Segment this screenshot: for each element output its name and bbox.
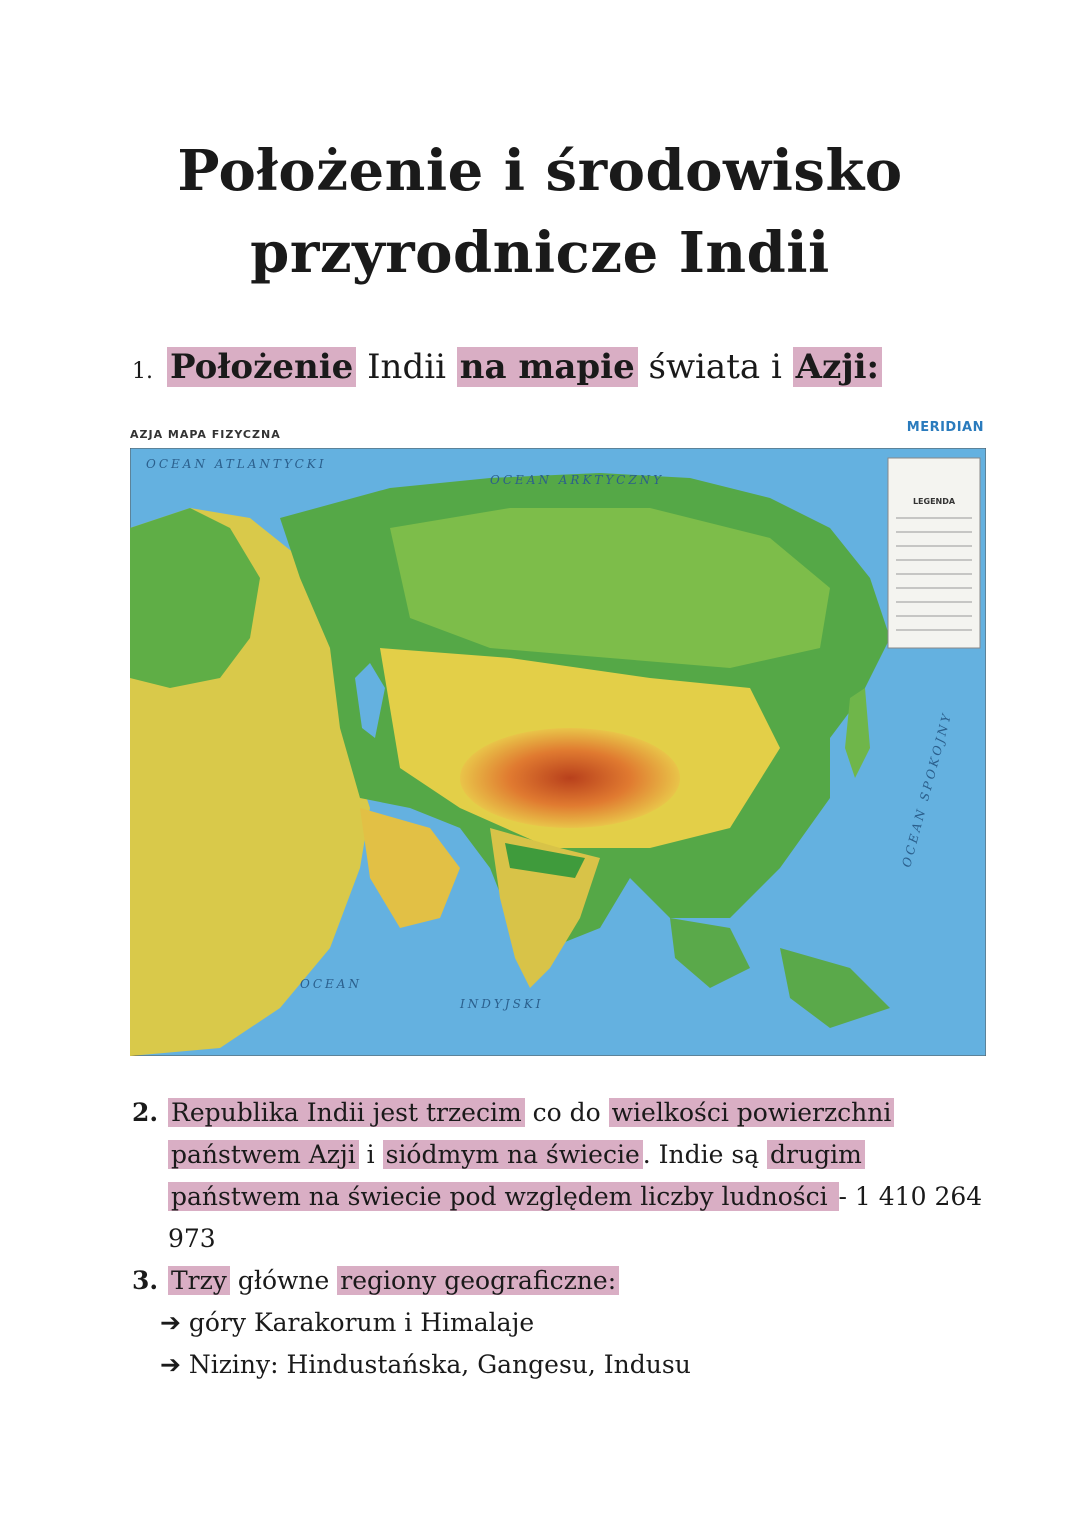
highlight-azji: Azji: xyxy=(793,347,882,387)
highlight-trzy: Trzy xyxy=(168,1266,230,1295)
asia-physical-map xyxy=(126,420,992,1060)
section-2 xyxy=(132,1092,983,1260)
map-legend-title: LEGENDA xyxy=(912,497,956,506)
section-3-number: 3. xyxy=(132,1266,159,1295)
highlight-regiony: regiony geograficzne: xyxy=(337,1266,619,1295)
map-caption: AZJA MAPA FIZYCZNA xyxy=(130,428,281,441)
text-co-do: co do xyxy=(524,1098,609,1127)
text-indii: Indii xyxy=(356,347,457,387)
highlight-ludnosci: państwem na świecie pod względem liczby ludności xyxy=(168,1182,839,1211)
section-3-heading xyxy=(132,1260,952,1302)
highlight-na-mapie: na mapie xyxy=(457,347,638,387)
section-2-line-3 xyxy=(132,1176,983,1218)
title-line-1: Położenie i środowisko xyxy=(177,138,903,204)
text-glowne: główne xyxy=(229,1266,338,1295)
section-3 xyxy=(132,1260,952,1386)
text-indie-sa: . Indie są xyxy=(642,1140,768,1169)
highlight-republika: Republika Indii jest trzecim xyxy=(168,1098,525,1127)
list-item-lowlands: ➔ Niziny: Hindustańska, Gangesu, Indusu xyxy=(160,1350,691,1379)
highlight-wielkosci: wielkości powierzchni xyxy=(609,1098,895,1127)
meridian-logo: MERIDIAN xyxy=(906,420,984,435)
section-2-number: 2. xyxy=(132,1098,159,1127)
label-pacific: OCEAN SPOKOJNY xyxy=(899,710,955,869)
highlight-panstwem-azji: państwem Azji xyxy=(168,1140,359,1169)
text-i: i xyxy=(358,1140,383,1169)
highlight-siodmym: siódmym na świecie xyxy=(383,1140,643,1169)
tibet-plateau xyxy=(460,728,680,828)
section-1-number: 1. xyxy=(132,359,153,384)
text-population: - 1 410 264 xyxy=(838,1182,983,1211)
section-2-line-2 xyxy=(132,1134,952,1176)
label-indian-2: INDYJSKI xyxy=(460,997,544,1011)
list-item-mountains: ➔ góry Karakorum i Himalaje xyxy=(160,1308,535,1337)
map-image xyxy=(130,448,986,1056)
section-2-line-1 xyxy=(132,1092,952,1134)
label-atlantic: OCEAN ATLANTYCKI xyxy=(146,457,327,471)
label-indian-1: OCEAN xyxy=(300,977,362,991)
map-legend-box xyxy=(888,458,980,648)
highlight-polozenie: Położenie xyxy=(167,347,356,387)
text-swiata: świata i xyxy=(637,347,793,387)
section-1-heading xyxy=(132,340,882,399)
label-arctic: OCEAN ARKTYCZNY xyxy=(490,473,665,487)
title-line-2: przyrodnicze Indii xyxy=(250,220,830,286)
highlight-drugim: drugim xyxy=(767,1140,865,1169)
page-title xyxy=(0,130,1080,294)
section-2-line-4: 973 xyxy=(168,1224,216,1253)
